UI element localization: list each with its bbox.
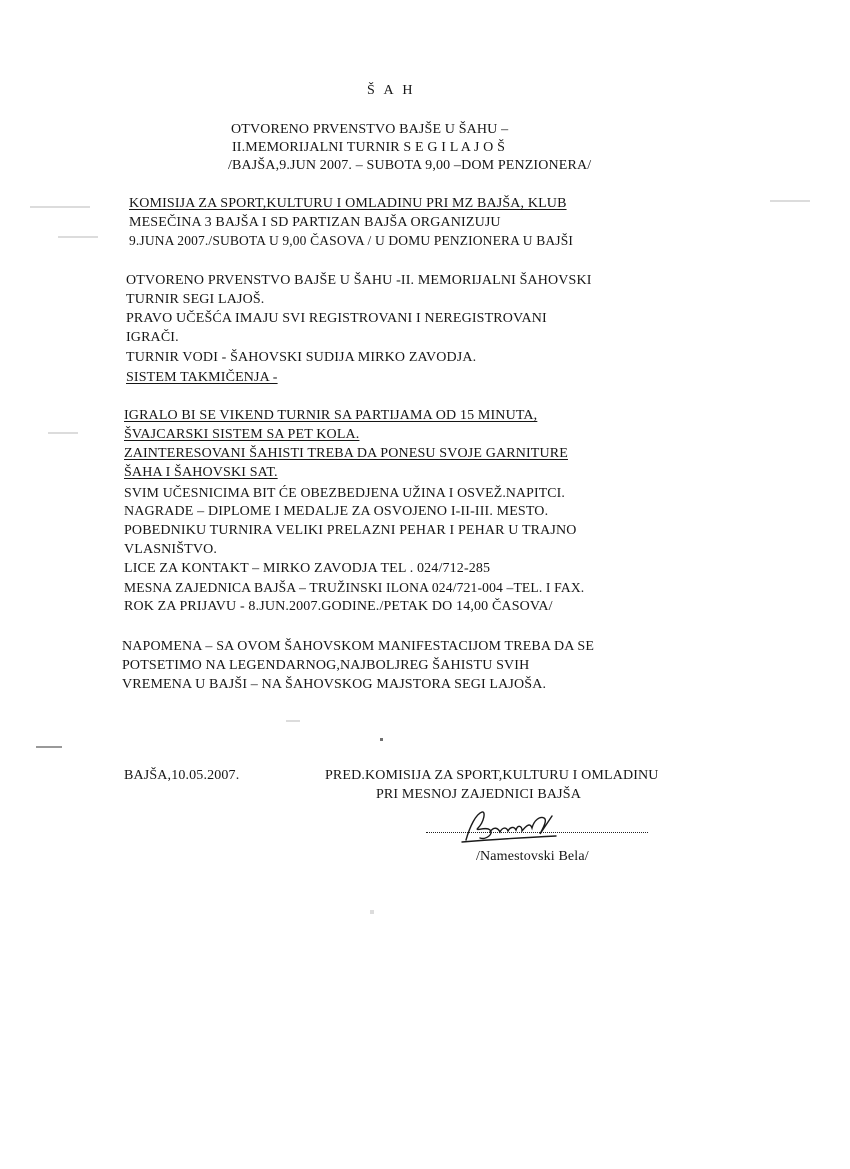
document-title: Š A H <box>367 83 416 98</box>
body-line-4: IGRAČI. <box>126 330 179 345</box>
intro-line-3: 9.JUNA 2007./SUBOTA U 9,00 ČASOVA / U DOMU PENZIONERA U BAJŠI <box>129 233 573 248</box>
scan-noise <box>380 738 383 741</box>
rules-line-8: VLASNIŠTVO. <box>124 542 218 557</box>
rules-line-3: ZAINTERESOVANI ŠAHISTI TREBA DA PONESU SVOJE GARNITURE <box>124 446 568 461</box>
scan-noise <box>770 200 810 202</box>
signature-icon <box>456 806 576 848</box>
rules-line-2: ŠVAJCARSKI SISTEM SA PET KOLA. <box>124 427 360 442</box>
scan-noise <box>370 910 374 914</box>
rules-line-7: POBEDNIKU TURNIRA VELIKI PRELAZNI PEHAR I PEHAR U TRAJNO <box>124 523 577 538</box>
scan-noise <box>286 720 300 722</box>
rules-line-10: MESNA ZAJEDNICA BAJŠA – TRUŽINSKI ILONA 024/721-004 –TEL. I FAX. <box>124 580 585 595</box>
body-line-3: PRAVO UČEŠĆA IMAJU SVI REGISTROVANI I NEREGISTROVANI <box>126 311 547 326</box>
issuer-line-2: PRI MESNOJ ZAJEDNICI BAJŠA <box>376 787 581 802</box>
signatory-name: /Namestovski Bela/ <box>476 849 589 864</box>
header-line-2: II.MEMORIJALNI TURNIR S E G I L A J O Š <box>232 140 506 155</box>
rules-line-11: ROK ZA PRIJAVU - 8.JUN.2007.GODINE./PETAK DO 14,00 ČASOVA/ <box>124 599 553 614</box>
issuer-line-1: PRED.KOMISIJA ZA SPORT,KULTURU I OMLADINU <box>325 768 659 783</box>
note-line-2: POTSETIMO NA LEGENDARNOG,NAJBOLJREG ŠAHISTU SVIH <box>122 658 530 673</box>
scan-noise <box>30 206 90 208</box>
intro-line-2: MESEČINA 3 BAJŠA I SD PARTIZAN BAJŠA ORGANIZUJU <box>129 215 501 230</box>
header-line-1: OTVORENO PRVENSTVO BAJŠE U ŠAHU – <box>231 122 509 137</box>
header-line-3: /BAJŠA,9.JUN 2007. – SUBOTA 9,00 –DOM PENZIONERA/ <box>228 158 592 173</box>
note-line-3: VREMENA U BAJŠI – NA ŠAHOVSKOG MAJSTORA SEGI LAJOŠA. <box>122 677 547 692</box>
note-line-1: NAPOMENA – SA OVOM ŠAHOVSKOM MANIFESTACIJOM TREBA DA SE <box>122 639 595 654</box>
rules-line-4: ŠAHA I ŠAHOVSKI SAT. <box>124 465 278 480</box>
body-line-6: SISTEM TAKMIČENJA - <box>126 370 278 385</box>
body-line-5: TURNIR VODI - ŠAHOVSKI SUDIJA MIRKO ZAVODJA. <box>126 350 477 365</box>
intro-line-1: KOMISIJA ZA SPORT,KULTURU I OMLADINU PRI MZ BAJŠA, KLUB <box>129 196 567 211</box>
rules-line-9: LICE ZA KONTAKT – MIRKO ZAVODJA TEL . 024/712-285 <box>124 561 491 576</box>
scan-noise <box>36 746 62 748</box>
body-line-2: TURNIR SEGI LAJOŠ. <box>126 292 265 307</box>
rules-line-6: NAGRADE – DIPLOME I MEDALJE ZA OSVOJENO I-II-III. MESTO. <box>124 504 549 519</box>
scan-noise <box>58 236 98 238</box>
body-line-1: OTVORENO PRVENSTVO BAJŠE U ŠAHU -II. MEMORIJALNI ŠAHOVSKI <box>126 273 592 288</box>
rules-line-1: IGRALO BI SE VIKEND TURNIR SA PARTIJAMA OD 15 MINUTA, <box>124 408 538 423</box>
scan-noise <box>48 432 78 434</box>
rules-line-5: SVIM UČESNICIMA BIT ĆE OBEZBEDJENA UŽINA I OSVEŽ.NAPITCI. <box>124 485 565 500</box>
document-date: BAJŠA,10.05.2007. <box>124 768 240 783</box>
